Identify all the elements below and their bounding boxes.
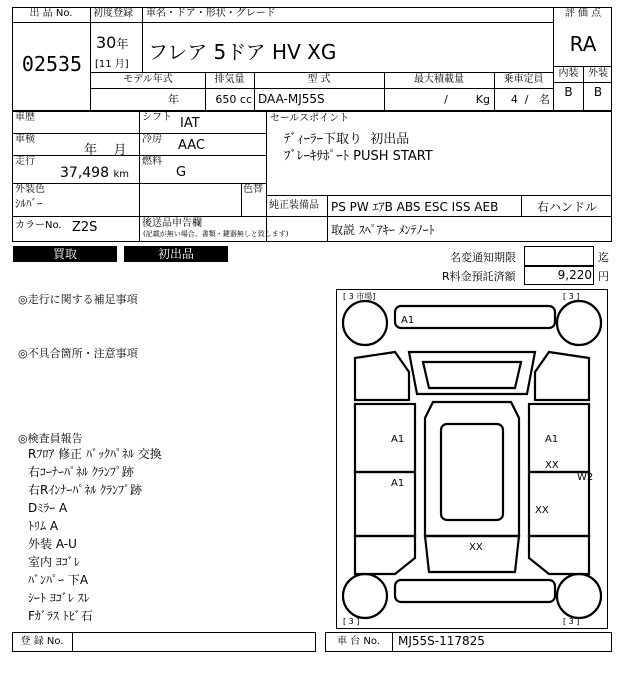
color-change-label: 色替	[243, 184, 263, 195]
inspector-line: ｼｰﾄ ﾖｺﾞﾚ ｽﾚ	[28, 591, 90, 605]
badge-first-listing: 初出品	[124, 246, 228, 262]
sales-point-line-2: ﾌﾞﾚｰｷｻﾎﾟｰﾄ PUSH START	[284, 149, 433, 164]
later-docs-note: (記載が無い場合、書類・鍵器無しと致します)	[143, 230, 289, 238]
first-reg-month: [11 月]	[95, 59, 129, 70]
inspector-line: 外装 A-U	[28, 537, 77, 551]
inspector-line: ﾄﾘﾑ A	[28, 519, 59, 533]
shift-value: IAT	[180, 116, 200, 131]
first-reg-year: 30年	[96, 33, 129, 52]
inspector-line: 右Rｲﾝﾅｰﾊﾟﾈﾙ ｸﾗﾝﾌﾟ跡	[28, 483, 143, 497]
inspection-label: 車検	[15, 134, 35, 145]
mileage-label: 走行	[15, 156, 35, 167]
rear-quarter-left	[355, 536, 415, 574]
inspector-line: ﾊﾞﾝﾊﾟｰ 下A	[28, 573, 89, 587]
inspector-line: 右ｺｰﾅｰﾊﾟﾈﾙ ｸﾗﾝﾌﾟ跡	[28, 465, 134, 479]
ac-label: 冷房	[142, 134, 162, 145]
inspector-line: Dﾐﾗｰ A	[28, 501, 68, 515]
capacity-label: 乗車定員	[503, 74, 544, 85]
front-fender-left	[355, 352, 409, 400]
wheel-rear-left	[343, 574, 387, 618]
exterior-label: 外装	[588, 68, 608, 79]
model-year-unit: 年	[168, 93, 179, 106]
rear-quarter-right	[529, 536, 589, 574]
extras-value: 取説 ｽﾍﾟｱｷｰ ﾒﾝﾃﾉｰﾄ	[331, 223, 435, 237]
reg-no-label: 登 録 No.	[20, 636, 64, 647]
front-fender-right	[535, 352, 589, 400]
hood-inner	[423, 362, 521, 388]
history-label: 車歴	[15, 112, 35, 123]
wheel-rear-right	[557, 574, 601, 618]
recycle-label: R料金預託済額	[442, 270, 516, 283]
type-value: DAA-MJ55S	[258, 92, 325, 106]
damage-mark: W2	[577, 472, 594, 483]
exterior-grade: B	[593, 85, 603, 99]
damage-mark: XX	[545, 460, 559, 471]
score-label: 評 価 点	[564, 8, 602, 19]
corner-label-bl: [ 3 ]	[343, 617, 360, 626]
corner-label-tr: [ 3 ]	[563, 292, 580, 301]
damage-mark: A1	[391, 478, 405, 489]
rear-bumper	[395, 580, 555, 602]
front-bumper	[395, 306, 555, 328]
damage-mark: A1	[545, 434, 559, 445]
car-name: フレア 5ドア HV XG	[148, 40, 337, 64]
max-load-value: / Kg	[444, 93, 490, 106]
later-docs-label: 後送品申告欄	[142, 218, 202, 229]
sales-point-label: セールスポイント	[270, 113, 350, 124]
inspector-line: 室内 ﾖｺﾞﾚ	[28, 555, 80, 569]
wheel-front-right	[557, 301, 601, 345]
inspector-report-title: ◎検査員報告	[18, 432, 83, 445]
name-change-box	[524, 246, 594, 266]
chassis-number: MJ55S-117825	[398, 634, 485, 648]
displacement-value: 650 cc	[215, 93, 252, 106]
sales-point-line-1: ﾃﾞｨｰﾗｰ下取り 初出品	[284, 132, 410, 147]
ext-color-label: 外装色	[15, 184, 45, 195]
max-load-label: 最大積載量	[414, 74, 464, 85]
model-year-label: モデル年式	[123, 74, 173, 85]
inspector-report-list	[28, 445, 162, 625]
equipment-label: 純正装備品	[269, 200, 319, 211]
color-no-label: カラーNo.	[15, 220, 62, 231]
score-value: RA	[569, 32, 597, 56]
fuel-value: G	[176, 165, 187, 180]
damage-mark: A1	[391, 434, 405, 445]
recycle-value: 9,220	[557, 268, 592, 282]
interior-grade: B	[564, 85, 573, 99]
driving-remarks-title: ◎走行に関する補足事項	[18, 293, 138, 306]
name-change-unit: 迄	[598, 251, 609, 264]
roof-panel	[441, 424, 503, 520]
mileage-value: 37,498 km	[60, 165, 129, 181]
ext-color-value: ｼﾙﾊﾞｰ	[15, 197, 43, 210]
defect-remarks-title: ◎不具合箇所・注意事項	[18, 347, 138, 360]
color-no-value: Z2S	[72, 220, 98, 235]
recycle-unit: 円	[598, 270, 609, 283]
fuel-label: 燃料	[142, 156, 162, 167]
inspector-line: Fｶﾞﾗｽ ﾄﾋﾞ石	[28, 609, 93, 623]
car-name-label: 車名・ドア・形状・グレード	[146, 8, 276, 19]
front-door-left	[355, 404, 415, 472]
front-door-right	[529, 404, 589, 472]
roof	[425, 402, 519, 536]
lot-number: 02535	[21, 52, 83, 76]
interior-label: 内装	[558, 68, 579, 79]
inspector-line: Rﾌﾛｱ 修正 ﾊﾞｯｸﾊﾟﾈﾙ 交換	[28, 447, 162, 461]
corner-label-br: [ 3 ]	[563, 617, 580, 626]
name-change-label: 名変通知期限	[450, 251, 516, 264]
ac-value: AAC	[178, 138, 205, 153]
lot-label: 出 品 No.	[29, 8, 73, 19]
type-label: 型 式	[307, 74, 331, 85]
first-reg-label: 初度登録	[93, 8, 133, 19]
damage-mark: XX	[535, 505, 549, 516]
handle-value: 右ハンドル	[536, 200, 597, 214]
wheel-front-left	[343, 301, 387, 345]
equipment-value: PS PW ｴｱB ABS ESC ISS AEB	[331, 200, 499, 214]
shift-label: シフト	[142, 112, 172, 123]
rear-door-left	[355, 472, 415, 536]
corner-label-tl: [ 3 市場]	[343, 292, 376, 301]
car-diagram-svg	[337, 290, 607, 628]
displacement-label: 排気量	[214, 74, 245, 85]
damage-mark: XX	[469, 542, 483, 553]
damage-mark: A1	[401, 315, 415, 326]
chassis-label: 車 台 No.	[337, 636, 380, 647]
capacity-value: 4 / 名	[510, 93, 550, 106]
badge-purchase: 買取	[13, 246, 117, 262]
car-diagram	[336, 289, 608, 629]
inspection-value: 年 月	[84, 143, 127, 158]
